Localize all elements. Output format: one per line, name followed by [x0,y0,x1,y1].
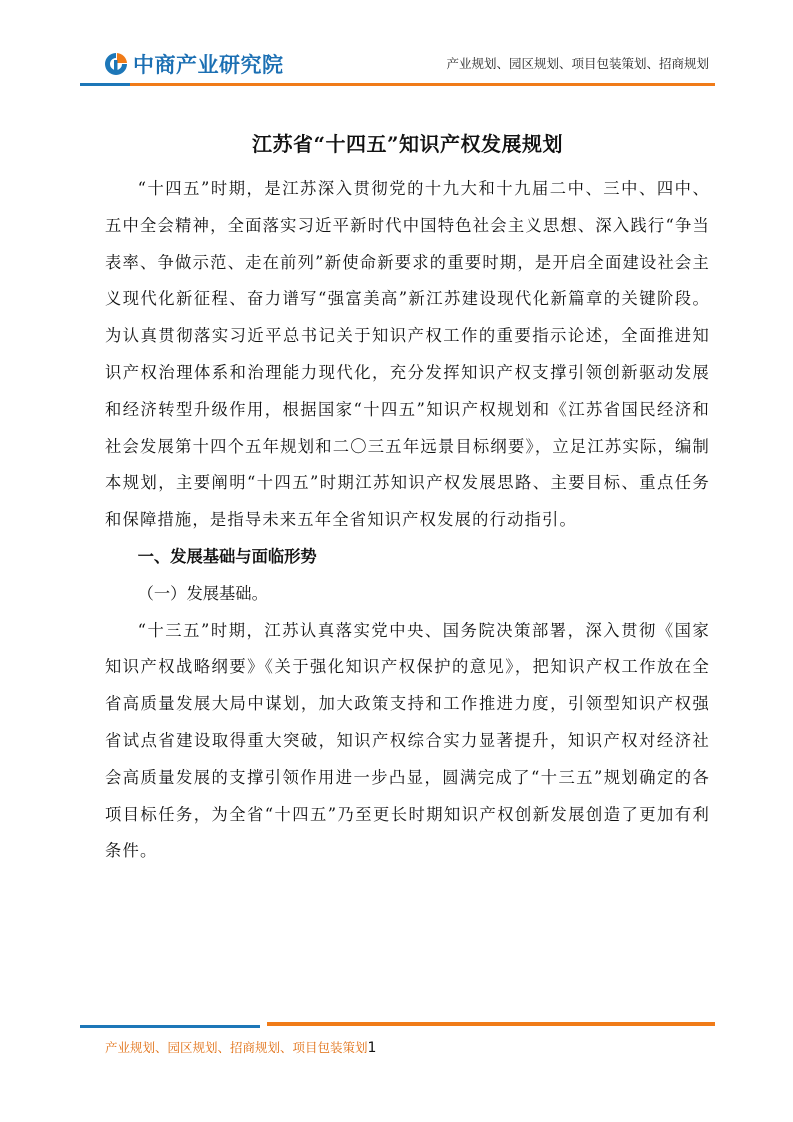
footer-divider-orange [267,1022,715,1026]
brand-logo-icon [103,51,129,77]
subsection-heading: （一）发展基础。 [137,583,268,603]
subsection-paragraph: “十三五”时期，江苏认真落实党中央、国务院决策部署，深入贯彻《国家知识产权战略纲要》《关于强化知识产权保护的意见》，把知识产权工作放在全省高质量发展大局中谋划，加大政策支持和工作推进力度，引领型知识产权强省试点省建设取得重大突破，知识产权综合实力显著提升，知识产权对经济社会高质量发展的支撑引领作用进一步凸显，圆满完成了“十三五”规划确定的各项目标任务，为全省“十四五”乃至更长时期知识产权创新发展创造了更加有利条件。 [105,620,710,861]
footer-slogan: 产业规划、园区规划、招商规划、项目包装策划 [105,1040,368,1055]
brand-name: 中商产业研究院 [133,53,284,77]
document-body [105,128,710,870]
footer-divider-blue [80,1025,260,1028]
brand-logo [103,50,284,78]
document-title: 江苏省“十四五”知识产权发展规划 [251,132,563,156]
section-heading: 一、发展基础与面临形势 [137,546,317,566]
page-number: 1 [367,1040,377,1056]
page-header [0,0,793,95]
intro-paragraph: “十四五”时期，是江苏深入贯彻党的十九大和十九届二中、三中、四中、五中全会精神，全面落实习近平新时代中国特色社会主义思想、深入践行“争当表率、争做示范、走在前列”新使命新要求的重要时期，是开启全面建设社会主义现代化新征程、奋力谱写“强富美高”新江苏建设现代化新篇章的关键阶段。为认真贯彻落实习近平总书记关于知识产权工作的重要指示论述，全面推进知识产权治理体系和治理能力现代化，充分发挥知识产权支撑引领创新驱动发展和经济转型升级作用，根据国家“十四五”知识产权规划和《江苏省国民经济和社会发展第十四个五年规划和二〇三五年远景目标纲要》，立足江苏实际，编制本规划，主要阐明“十四五”时期江苏知识产权发展思路、主要目标、重点任务和保障措施，是指导未来五年全省知识产权发展的行动指引。 [105,179,710,530]
header-divider-blue [80,83,130,86]
header-divider-orange [130,83,715,86]
header-slogan: 产业规划、园区规划、项目包装策划、招商规划 [446,56,709,71]
page-footer [105,1038,376,1056]
